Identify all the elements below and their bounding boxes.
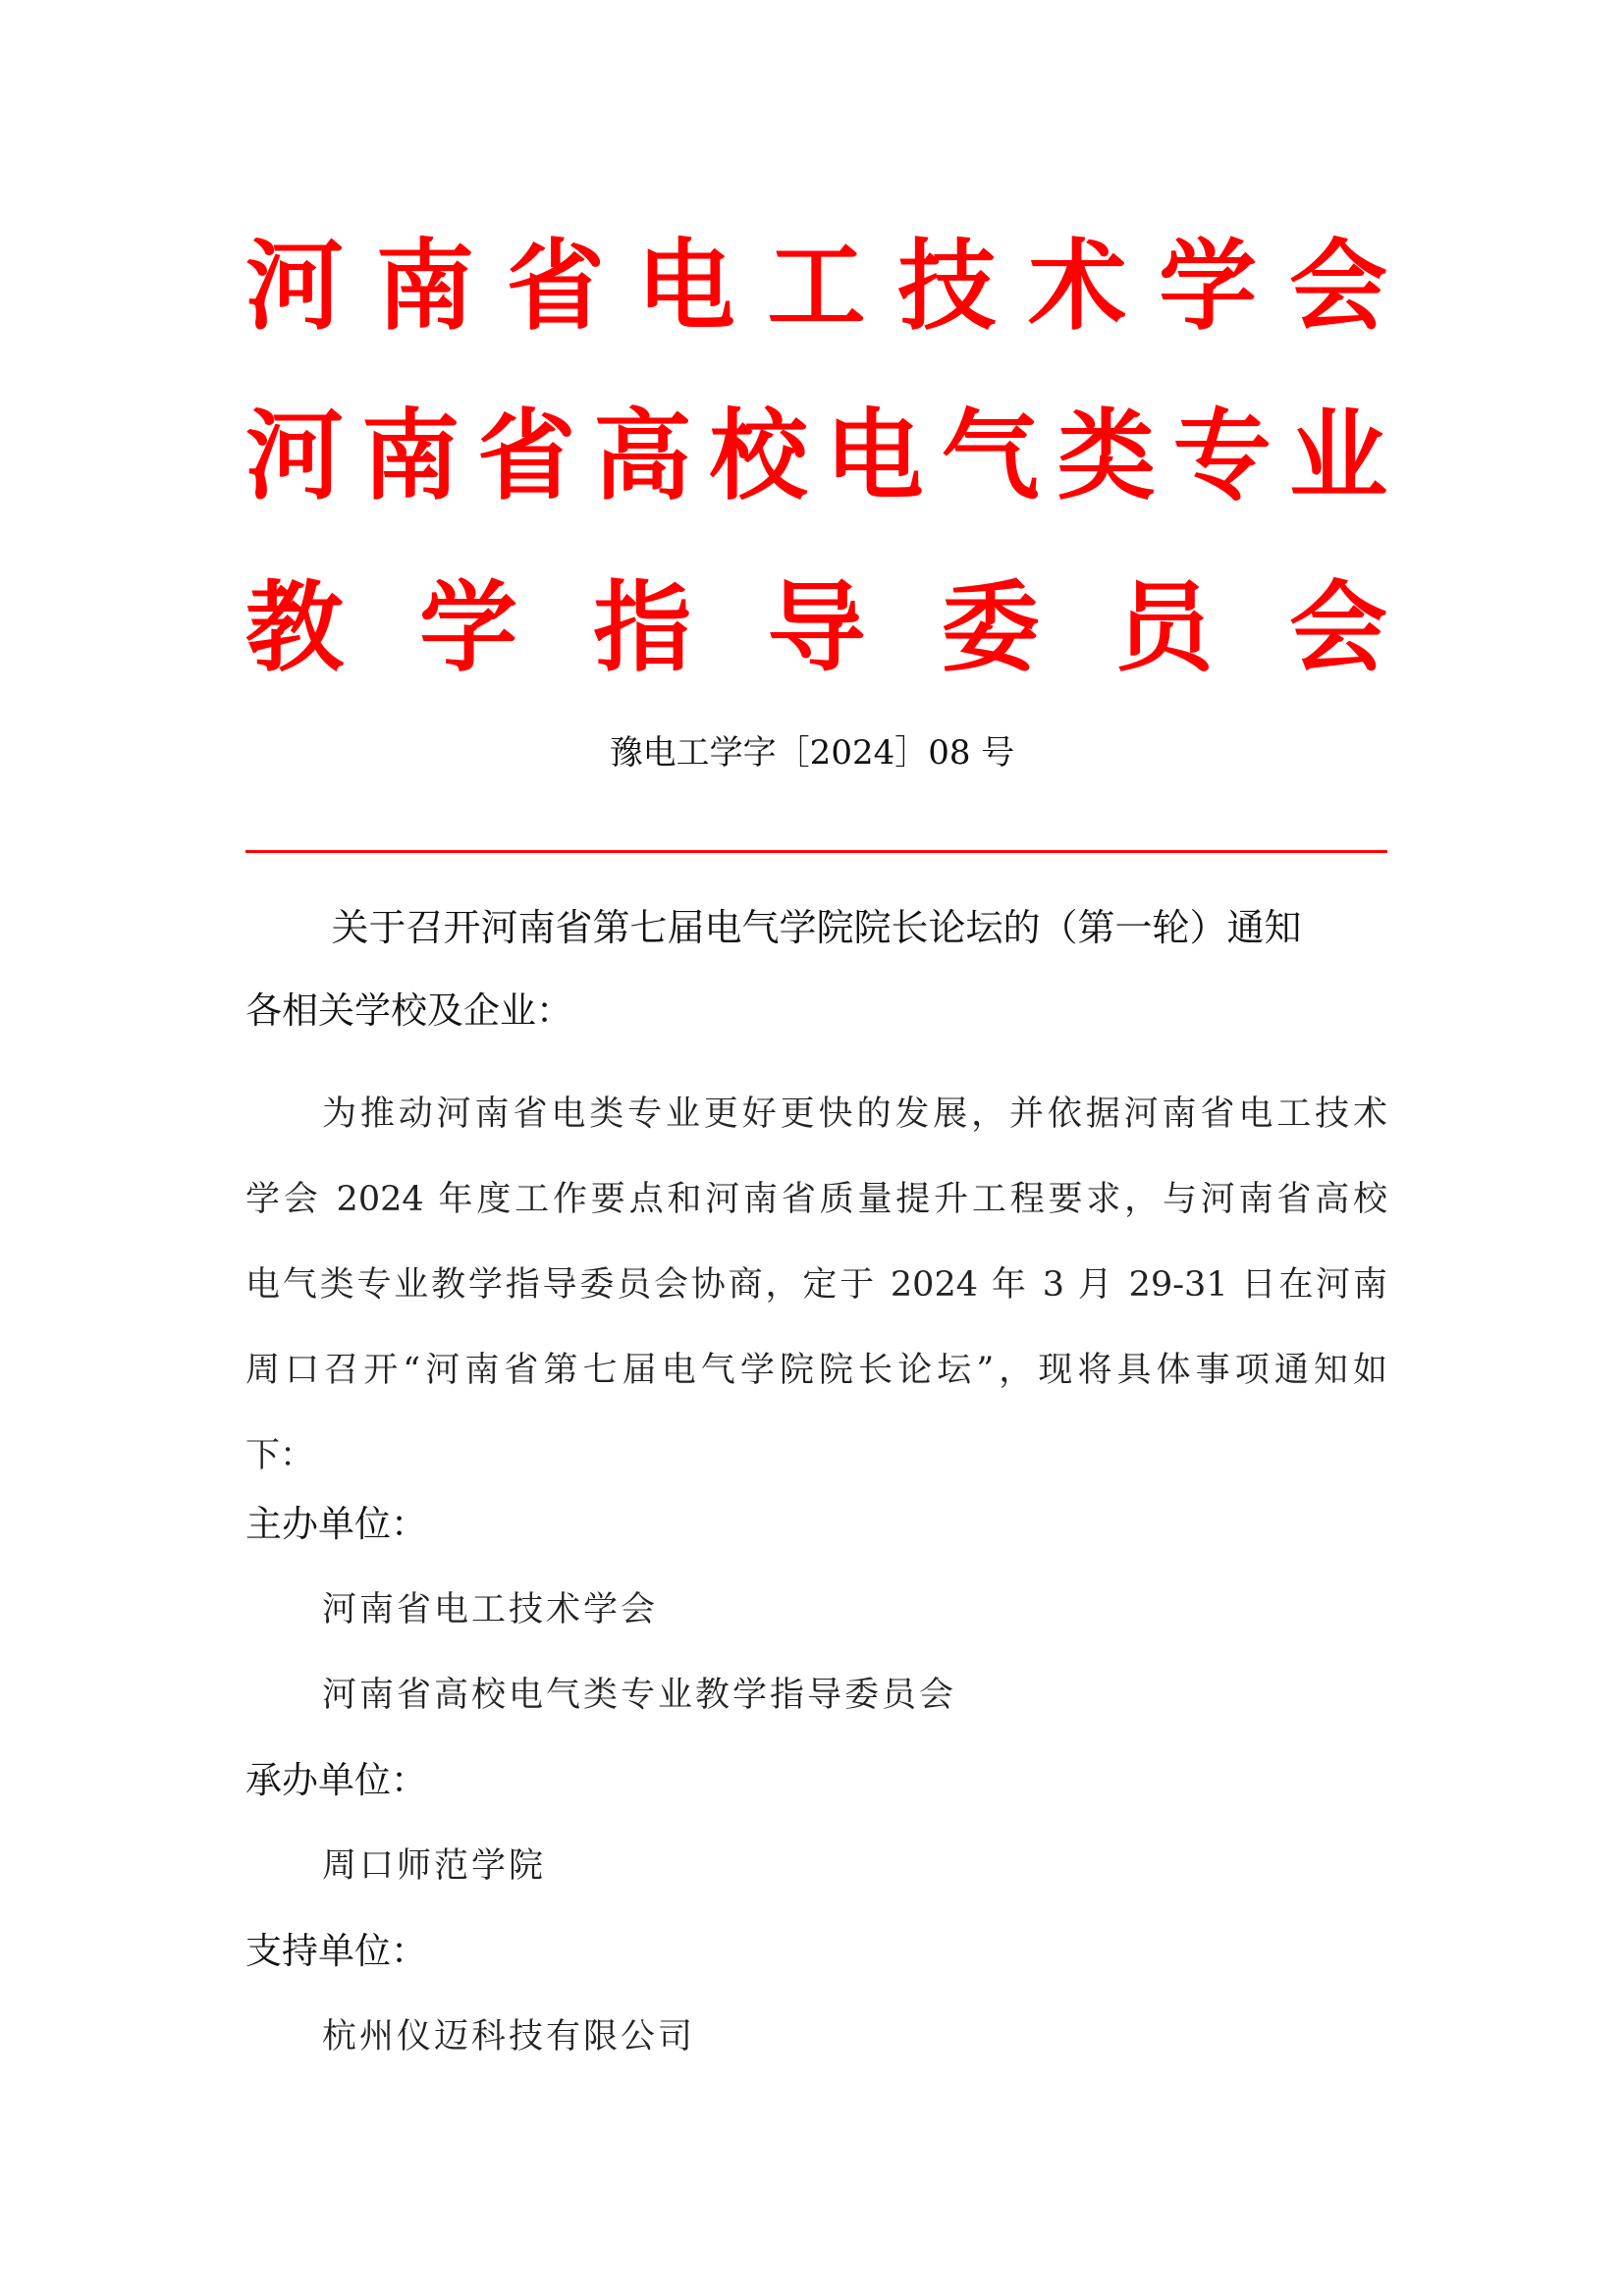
letterhead-char: 员 xyxy=(1114,570,1214,685)
letterhead-char: 校 xyxy=(709,399,808,513)
body-line: 学会 2024 年度工作要点和河南省质量提升工程要求，与河南省高校 xyxy=(245,1180,1387,1219)
organizer-item: 河南省电工技术学会 xyxy=(322,1590,659,1629)
letterhead-char: 委 xyxy=(941,570,1040,685)
letterhead-char: 指 xyxy=(593,570,692,685)
letterhead-char: 会 xyxy=(1288,570,1387,685)
letterhead-char: 气 xyxy=(941,399,1040,513)
letterhead-char: 学 xyxy=(419,570,518,685)
body-line: 周口召开“河南省第七届电气学院院长论坛”，现将具体事项通知如 xyxy=(245,1351,1387,1390)
body-line: 下： xyxy=(245,1436,315,1475)
organizers-label: 主办单位： xyxy=(245,1503,427,1545)
letterhead-char: 类 xyxy=(1056,399,1156,513)
letterhead-char: 高 xyxy=(593,399,692,513)
host-item: 周口师范学院 xyxy=(322,1846,547,1886)
letterhead-line-2 xyxy=(245,399,1387,513)
letterhead-char: 会 xyxy=(1289,229,1387,344)
letterhead-char: 电 xyxy=(636,229,735,344)
letterhead-char: 省 xyxy=(506,229,605,344)
body-line: 电气类专业教学指导委员会协商，定于 2024 年 3 月 29-31 日在河南 xyxy=(245,1265,1387,1305)
letterhead-char: 术 xyxy=(1028,229,1127,344)
organizer-item: 河南省高校电气类专业教学指导委员会 xyxy=(322,1676,957,1715)
letterhead-char: 省 xyxy=(477,399,576,513)
red-divider-line xyxy=(245,850,1387,853)
document-number: 豫电工学字［2024］08 号 xyxy=(609,733,1015,773)
letterhead-char: 教 xyxy=(245,570,344,685)
salutation: 各相关学校及企业： xyxy=(245,989,572,1032)
letterhead-char: 学 xyxy=(1159,229,1258,344)
letterhead-char: 专 xyxy=(1172,399,1272,513)
supporter-item: 杭州仪迈科技有限公司 xyxy=(322,2017,696,2056)
letterhead-char: 业 xyxy=(1288,399,1387,513)
letterhead-char: 工 xyxy=(767,229,866,344)
letterhead-line-3 xyxy=(245,570,1387,685)
body-line: 为推动河南省电类专业更好更快的发展，并依据河南省电工技术 xyxy=(322,1095,1387,1134)
body-paragraph xyxy=(245,1072,1387,1499)
letterhead-char: 南 xyxy=(361,399,460,513)
letterhead-char: 导 xyxy=(767,570,866,685)
letterhead-char: 南 xyxy=(375,229,474,344)
letterhead-line-1 xyxy=(245,229,1387,344)
letterhead-char: 电 xyxy=(825,399,924,513)
letterhead-char: 技 xyxy=(897,229,997,344)
host-label: 承办单位： xyxy=(245,1759,427,1801)
supporter-label: 支持单位： xyxy=(245,1930,427,1972)
notice-title: 关于召开河南省第七届电气学院院长论坛的（第一轮）通知 xyxy=(331,906,1302,949)
letterhead-char: 河 xyxy=(245,399,344,513)
letterhead-char: 河 xyxy=(245,229,344,344)
